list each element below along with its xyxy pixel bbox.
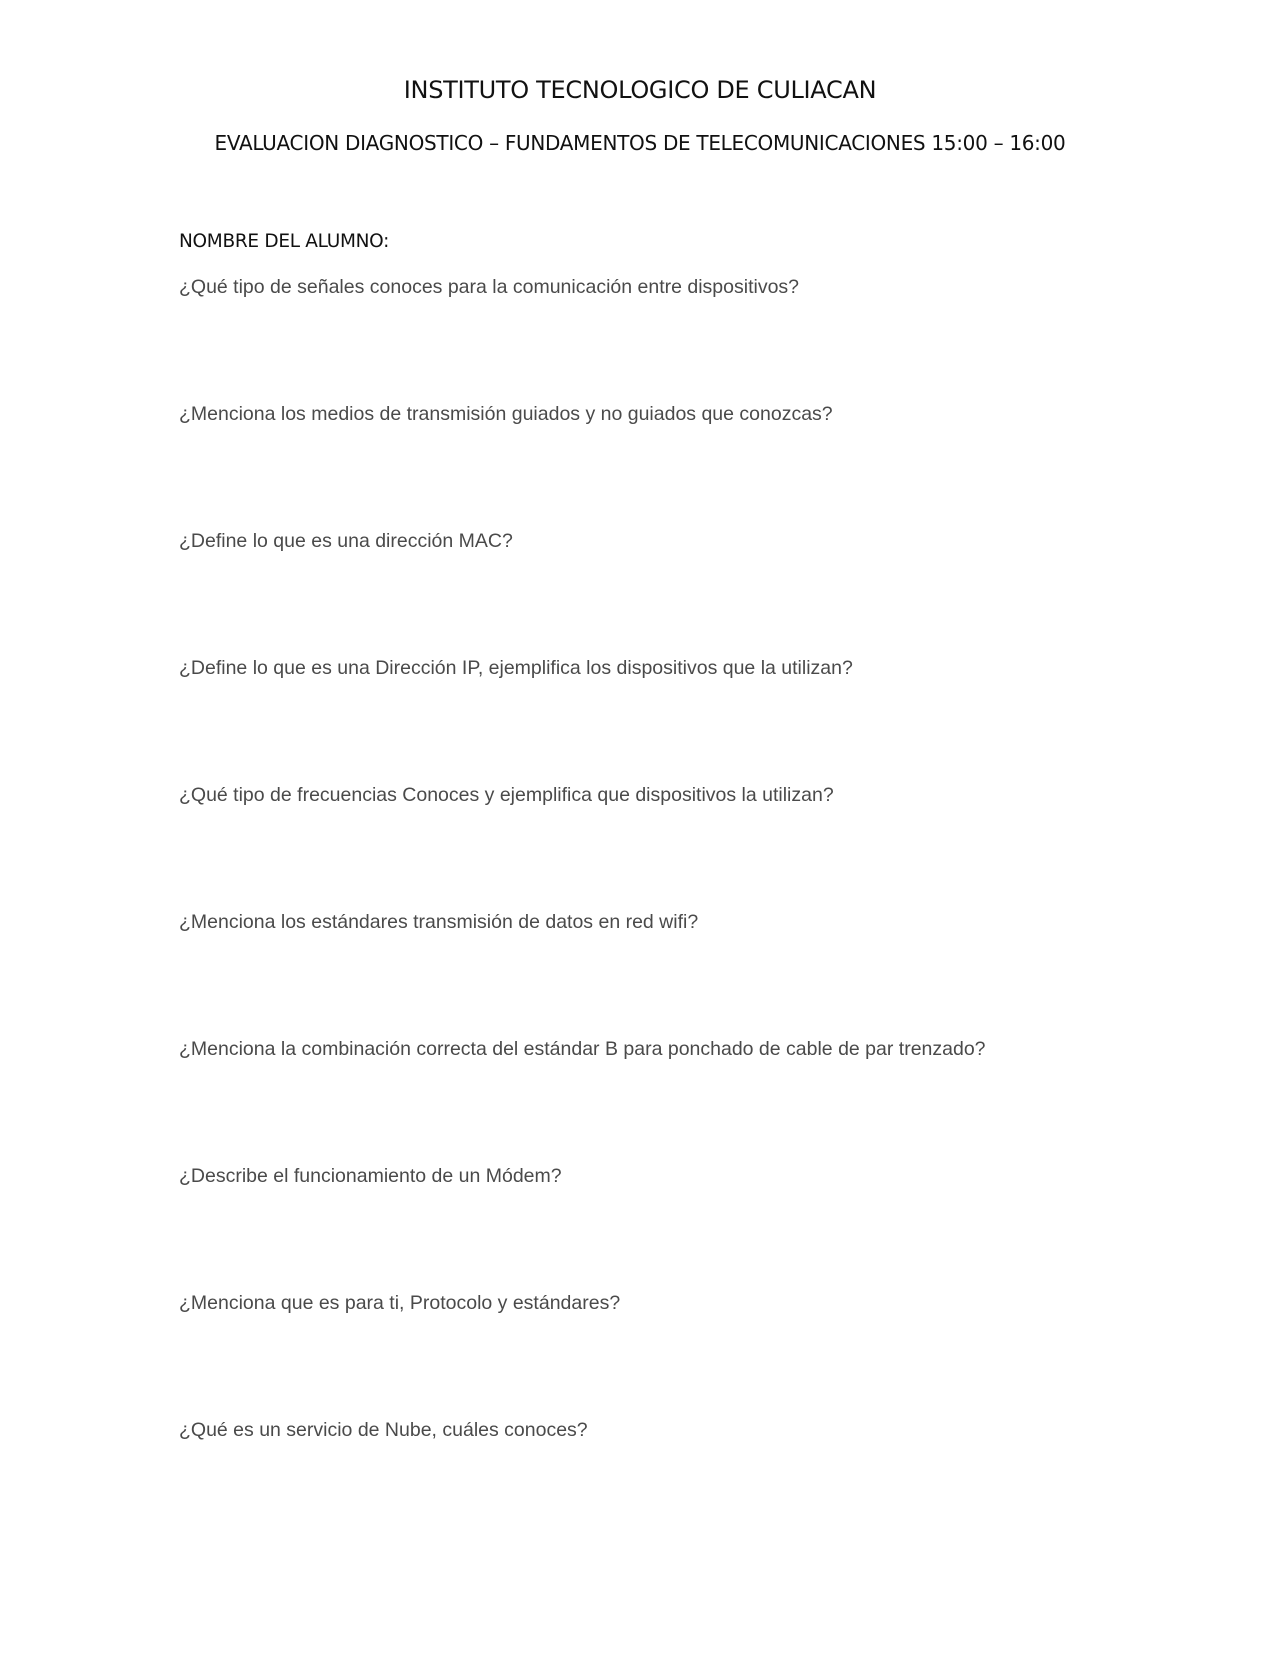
- question-8: ¿Describe el funcionamiento de un Módem?: [179, 1165, 562, 1187]
- question-7: ¿Menciona la combinación correcta del estándar B para ponchado de cable de par trenzado?: [179, 1038, 986, 1060]
- document-subtitle: EVALUACION DIAGNOSTICO – FUNDAMENTOS DE TELECOMUNICACIONES 15:00 – 16:00: [214, 131, 1066, 155]
- question-4: ¿Define lo que es una Dirección IP, ejemplifica los dispositivos que la utilizan?: [179, 657, 853, 679]
- question-6: ¿Menciona los estándares transmisión de datos en red wifi?: [179, 911, 699, 933]
- student-name-label: NOMBRE DEL ALUMNO:: [179, 231, 390, 252]
- document-title: INSTITUTO TECNOLOGICO DE CULIACAN: [403, 76, 877, 104]
- question-10: ¿Qué es un servicio de Nube, cuáles conoces?: [179, 1419, 588, 1441]
- question-5: ¿Qué tipo de frecuencias Conoces y ejemplifica que dispositivos la utilizan?: [179, 784, 834, 806]
- question-2: ¿Menciona los medios de transmisión guiados y no guiados que conozcas?: [179, 403, 833, 425]
- question-1: ¿Qué tipo de señales conoces para la comunicación entre dispositivos?: [179, 276, 800, 298]
- question-9: ¿Menciona que es para ti, Protocolo y estándares?: [179, 1292, 621, 1314]
- question-3: ¿Define lo que es una dirección MAC?: [179, 530, 513, 552]
